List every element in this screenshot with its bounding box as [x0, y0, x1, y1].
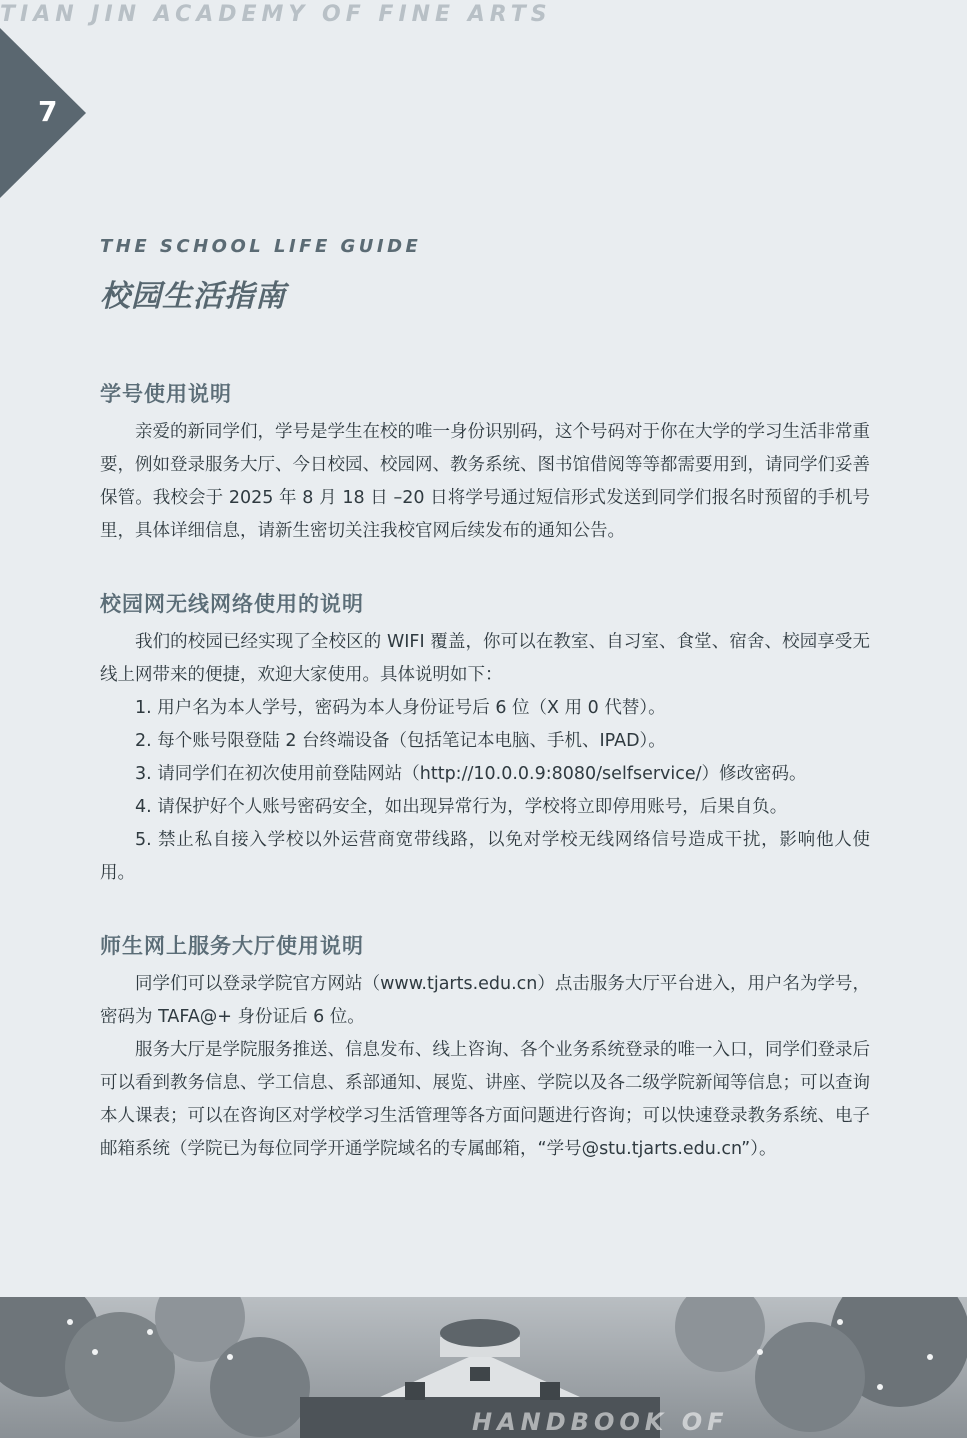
paragraph: 我们的校园已经实现了全校区的 WIFI 覆盖，你可以在教室、自习室、食堂、宿舍、校园享受无线上网带来的便捷，欢迎大家使用。具体说明如下： [100, 632, 870, 685]
header-banner: TIAN JIN ACADEMY OF FINE ARTS [0, 2, 552, 27]
list-item: 1. 用户名为本人学号，密码为本人身份证号后 6 位（X 用 0 代替）。 [135, 698, 666, 718]
list-item: 2. 每个账号限登陆 2 台终端设备（包括笔记本电脑、手机、IPAD）。 [135, 731, 666, 751]
section-service-hall [100, 930, 870, 1166]
section-student-id [100, 378, 870, 548]
paragraph: 亲爱的新同学们，学号是学生在校的唯一身份识别码，这个号码对于你在大学的学习生活非常重要，例如登录服务大厅、今日校园、校园网、教务系统、图书馆借阅等等都需要用到，请同学们妥善保管。我校会于 2025 年 8 月 18 日 –20 日将学号通过短信形式发送到同学们报名时预留的手机号里，具体详细信息，请新生密切关注我校官网后续发布的通知公告。 [100, 422, 870, 541]
paragraph: 同学们可以登录学院官方网站（www.tjarts.edu.cn）点击服务大厅平台进入，用户名为学号，密码为 TAFA@+ 身份证后 6 位。 [100, 974, 870, 1027]
section-wifi [100, 588, 870, 890]
paragraph: 服务大厅是学院服务推送、信息发布、线上咨询、各个业务系统登录的唯一入口，同学们登录后可以看到教务信息、学工信息、系部通知、展览、讲座、学院以及各二级学院新闻等信息；可以查询本人课表；可以在咨询区对学校学习生活管理等各方面问题进行咨询；可以快速登录教务系统、电子邮箱系统（学院已为每位同学开通学院域名的专属邮箱，“学号@stu.tjarts.edu.cn”）。 [100, 1040, 870, 1159]
footer-handbook-text: HANDBOOK OF [472, 1408, 729, 1436]
list-item: 3. 请同学们在初次使用前登陆网站（http://10.0.0.9:8080/selfservice/）修改密码。 [135, 764, 807, 784]
page-number: 7 [38, 95, 58, 128]
list-item: 5. 禁止私自接入学校以外运营商宽带线路，以免对学校无线网络信号造成干扰，影响他人使用。 [100, 830, 870, 883]
section-heading: 校园网无线网络使用的说明 [100, 592, 364, 616]
section-heading: 师生网上服务大厅使用说明 [100, 934, 364, 958]
list-item: 4. 请保护好个人账号密码安全，如出现异常行为，学校将立即停用账号，后果自负。 [135, 797, 788, 817]
content [100, 378, 870, 1206]
section-title-cn: 校园生活指南 [100, 279, 286, 314]
section-heading: 学号使用说明 [100, 382, 232, 406]
section-title-en: THE SCHOOL LIFE GUIDE [100, 236, 422, 257]
